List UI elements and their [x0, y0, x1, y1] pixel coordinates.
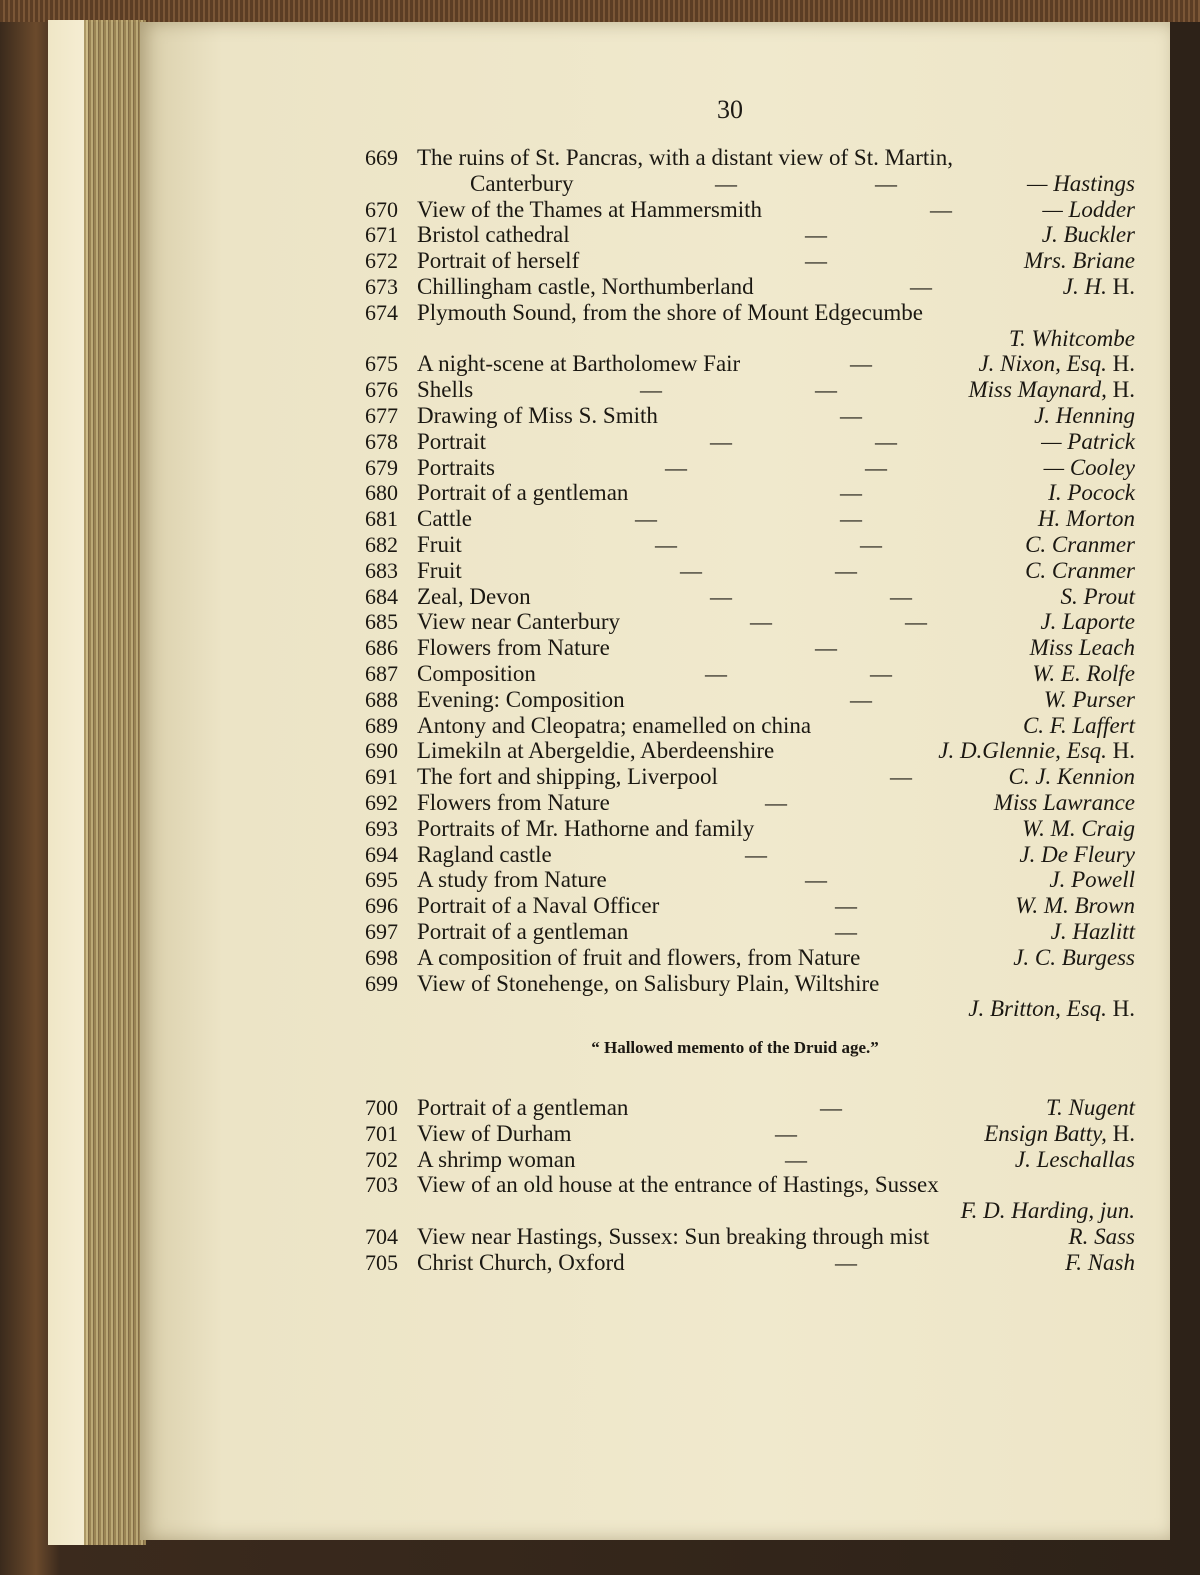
catalogue-entry [365, 790, 1140, 816]
entry-artist [1032, 661, 1135, 687]
entry-artist [1022, 816, 1135, 842]
entry-title: Cattle [417, 506, 472, 532]
entry-dash: — [805, 248, 827, 274]
entry-title: Fruit [417, 557, 462, 583]
entry-artist [978, 351, 1135, 377]
entry-artist [938, 738, 1135, 764]
entry-title: The fort and shipping, Liverpool [417, 764, 718, 790]
artist-name: J. De Fleury [1019, 841, 1135, 867]
entry-title: A night-scene at Bartholomew Fair [417, 351, 741, 377]
entry-title: Evening: Composition [417, 686, 625, 712]
artist-name: T. Whitcombe [1008, 325, 1135, 351]
entry-title: View of Durham [417, 1120, 572, 1146]
entry-number: 683 [365, 557, 398, 583]
entry-dash: — [745, 841, 767, 867]
entry-number: 702 [365, 1146, 398, 1172]
entry-artist [1048, 480, 1135, 506]
catalogue-entry [365, 506, 1140, 532]
entry-title: Portrait of a gentleman [417, 1095, 629, 1120]
artist-name: J. H. [1062, 273, 1107, 299]
artist-name: C. Cranmer [1025, 557, 1135, 583]
artist-name: — Patrick [1041, 428, 1135, 454]
entry-dash: — [785, 1146, 807, 1172]
catalogue-entry [365, 145, 1140, 171]
entry-artist [1009, 326, 1135, 352]
entry-dash: — [890, 583, 912, 609]
entry-dash: — [835, 918, 857, 944]
artist-name: — Hastings [1027, 170, 1135, 196]
entry-title: Chillingham castle, Northumberland [417, 273, 754, 299]
entry-dash: — [890, 764, 912, 790]
artist-name: Miss Leach [1029, 635, 1135, 661]
entry-artist [1023, 713, 1135, 739]
artist-name: J. Henning [1034, 402, 1135, 428]
catalogue-entry [365, 919, 1140, 945]
artist-name: H. Morton [1037, 506, 1135, 532]
entry-number: 693 [365, 815, 398, 841]
entry-artist [1044, 687, 1135, 713]
entry-title: Flowers from Nature [417, 789, 610, 815]
entry-dash: — [805, 222, 827, 248]
entry-number: 674 [365, 299, 398, 325]
entry-artist [1041, 429, 1135, 455]
entry-number: 695 [365, 867, 398, 893]
artist-name: Miss Maynard, [968, 377, 1107, 403]
book-cloth-cover [0, 0, 1200, 22]
page-edge-left [48, 20, 88, 1545]
entry-title: View near Canterbury [417, 609, 620, 635]
entry-title: The ruins of St. Pancras, with a distant view of St. Martin, [417, 145, 953, 170]
entry-dash: — [930, 196, 952, 222]
entry-dash: — [840, 506, 862, 532]
entry-title: Bristol cathedral [417, 222, 570, 248]
catalogue-entry [365, 377, 1140, 403]
entry-dash: — [865, 454, 887, 480]
entry-title: A composition of fruit and flowers, from Nature [417, 944, 861, 970]
entry-dash: — [835, 893, 857, 919]
entry-number: 692 [365, 789, 398, 815]
catalogue-entry [365, 713, 1140, 739]
catalogue-entry [365, 351, 1140, 377]
entry-title: View near Hastings, Sussex: Sun breaking through mist [417, 1223, 930, 1249]
catalogue-entry [365, 558, 1140, 584]
entry-number: 682 [365, 531, 398, 557]
entry-list-primary [365, 145, 1140, 1022]
entry-number: 673 [365, 273, 398, 299]
catalogue-entry [365, 1250, 1140, 1276]
entry-artist [1038, 506, 1135, 532]
entry-number: 669 [365, 145, 398, 170]
catalogue-entry [365, 893, 1140, 919]
artist-name: — Cooley [1043, 454, 1135, 480]
catalogue-entry [365, 1095, 1140, 1121]
artist-name: W. Purser [1043, 686, 1135, 712]
entry-number: 688 [365, 686, 398, 712]
entry-dash: — [710, 583, 732, 609]
entry-title: Shells [417, 377, 474, 403]
entry-number: 670 [365, 196, 398, 222]
catalogue-entry [365, 945, 1140, 971]
artist-suffix: H. [1106, 377, 1135, 403]
catalogue-entry [365, 248, 1140, 274]
catalogue-entry [365, 1121, 1140, 1147]
entry-title: Ragland castle [417, 841, 552, 867]
catalogue-entry [365, 996, 1140, 1022]
entry-title: Limekiln at Abergeldie, Aberdeenshire [417, 738, 775, 764]
entry-dash: — [840, 480, 862, 506]
entry-artist [1049, 867, 1135, 893]
entry-number: 691 [365, 764, 398, 790]
entry-number: 690 [365, 738, 398, 764]
entry-dash: — [665, 454, 687, 480]
entry-dash: — [910, 273, 932, 299]
entry-number: 684 [365, 583, 398, 609]
entry-number: 686 [365, 635, 398, 661]
entry-dash: — [680, 557, 702, 583]
catalogue-entry [365, 635, 1140, 661]
catalogue-entry [365, 455, 1140, 481]
entry-dash: — [850, 686, 872, 712]
catalogue-entry [365, 816, 1140, 842]
entry-number: 700 [365, 1095, 398, 1120]
catalogue-entry [365, 971, 1140, 997]
entry-artist [1069, 1224, 1135, 1250]
catalogue-entry [365, 171, 1140, 197]
entry-title: View of the Thames at Hammersmith [417, 196, 763, 222]
entry-artist [1060, 584, 1135, 610]
entry-artist [1025, 532, 1135, 558]
entry-title: Fruit [417, 531, 462, 557]
artist-name: Ensign Batty, [984, 1120, 1107, 1146]
entry-number: 677 [365, 402, 398, 428]
entry-dash: — [750, 609, 772, 635]
entry-artist [1025, 558, 1135, 584]
entry-title: Canterbury [470, 170, 574, 196]
entry-title: Antony and Cleopatra; enamelled on china [417, 712, 812, 738]
entry-dash: — [850, 351, 872, 377]
artist-name: J. Hazlitt [1050, 918, 1135, 944]
entry-number: 698 [365, 944, 398, 970]
entry-number: 694 [365, 841, 398, 867]
entry-artist [1013, 945, 1135, 971]
catalogue-entry [365, 661, 1140, 687]
entry-dash: — [710, 428, 732, 454]
entry-artist [1063, 274, 1135, 300]
entry-artist [1040, 609, 1135, 635]
entry-artist [984, 1121, 1135, 1147]
catalogue-entry [365, 197, 1140, 223]
entry-artist [1015, 1147, 1135, 1173]
entry-dash: — [835, 1249, 857, 1275]
artist-name: J. Britton, Esq. [968, 996, 1107, 1022]
entry-dash: — [815, 377, 837, 403]
entry-title: Zeal, Devon [417, 583, 531, 609]
entry-artist [1024, 248, 1135, 274]
entry-artist [1009, 764, 1136, 790]
entry-number: 703 [365, 1172, 398, 1198]
entry-artist [1019, 842, 1135, 868]
entry-dash: — [640, 377, 662, 403]
entry-artist [1042, 197, 1135, 223]
artist-suffix: H. [1106, 1120, 1135, 1146]
entry-dash: — [835, 557, 857, 583]
page-number: 30 [717, 95, 743, 124]
entry-number: 681 [365, 506, 398, 532]
catalogue-entry [365, 1172, 1140, 1198]
entry-dash: — [705, 660, 727, 686]
entry-dash: — [875, 428, 897, 454]
catalogue-entry [365, 1198, 1140, 1224]
entry-number: 685 [365, 609, 398, 635]
entry-number: 675 [365, 351, 398, 377]
entry-title: Portrait of a gentleman [417, 480, 629, 506]
entry-number: 704 [365, 1223, 398, 1249]
entry-title: View of Stonehenge, on Salisbury Plain, Wiltshire [417, 970, 880, 996]
entry-title: Flowers from Nature [417, 635, 610, 661]
artist-name: C. F. Laffert [1022, 712, 1135, 738]
entry-artist [1015, 893, 1135, 919]
artist-name: — Lodder [1042, 196, 1135, 222]
entry-dash: — [765, 789, 787, 815]
artist-suffix: H. [1106, 351, 1135, 377]
entry-dash: — [840, 402, 862, 428]
entry-number: 680 [365, 480, 398, 506]
entry-artist [1051, 919, 1135, 945]
artist-name: R. Sass [1068, 1223, 1135, 1249]
entry-number: 705 [365, 1249, 398, 1275]
catalogue-entry [365, 1147, 1140, 1173]
entry-dash: — [655, 531, 677, 557]
catalogue-entry [365, 1224, 1140, 1250]
entry-title: Portraits of Mr. Hathorne and family [417, 815, 755, 841]
entry-list-secondary [365, 1095, 1140, 1276]
entry-dash: — [775, 1120, 797, 1146]
entry-dash: — [860, 531, 882, 557]
entry-number: 676 [365, 377, 398, 403]
entry-dash: — [875, 170, 897, 196]
artist-name: I. Pocock [1048, 480, 1135, 506]
entry-title: A study from Nature [417, 867, 607, 893]
stonehenge-quote: “ Hallowed memento of the Druid age.” [591, 1038, 879, 1057]
artist-name: Mrs. Briane [1023, 248, 1135, 274]
artist-name: J. D.Glennie, Esq. [938, 738, 1107, 764]
artist-suffix: H. [1106, 738, 1135, 764]
entry-dash: — [635, 506, 657, 532]
artist-name: J. Laporte [1040, 609, 1135, 635]
entry-title: Composition [417, 660, 536, 686]
artist-name: F. D. Harding, jun. [960, 1198, 1135, 1224]
entry-dash: — [905, 609, 927, 635]
entry-number: 701 [365, 1120, 398, 1146]
catalogue-entry [365, 274, 1140, 300]
catalogue-entry [365, 867, 1140, 893]
entry-title: Portraits [417, 454, 495, 480]
entry-artist [994, 790, 1135, 816]
catalogue-entry [365, 429, 1140, 455]
entry-artist [1030, 635, 1135, 661]
entry-dash: — [715, 170, 737, 196]
entry-title: Portrait of herself [417, 248, 580, 274]
entry-number: 678 [365, 428, 398, 454]
catalogue-entry [365, 584, 1140, 610]
catalogue-entry [365, 764, 1140, 790]
entry-number: 672 [365, 248, 398, 274]
entry-artist [968, 996, 1135, 1022]
artist-name: W. M. Craig [1022, 815, 1135, 841]
entry-title: View of an old house at the entrance of Hastings, Sussex [417, 1172, 939, 1198]
catalogue-entry [365, 403, 1140, 429]
entry-artist [1027, 171, 1135, 197]
artist-name: J. C. Burgess [1013, 944, 1135, 970]
entry-artist [1046, 1095, 1135, 1121]
entry-artist [1034, 403, 1135, 429]
entry-number: 671 [365, 222, 398, 248]
artist-name: C. J. Kennion [1008, 764, 1135, 790]
entry-title: Portrait [417, 428, 486, 454]
catalogue-entry [365, 480, 1140, 506]
catalogue-entry [365, 326, 1140, 352]
entry-artist [1042, 222, 1135, 248]
catalogue-entries [365, 145, 1140, 1275]
catalogue-entry [365, 609, 1140, 635]
entry-dash: — [805, 867, 827, 893]
artist-name: T. Nugent [1045, 1095, 1135, 1120]
artist-name: Miss Lawrance [993, 789, 1135, 815]
entry-artist [1065, 1250, 1135, 1276]
entry-number: 697 [365, 918, 398, 944]
entry-number: 679 [365, 454, 398, 480]
entry-dash: — [815, 635, 837, 661]
artist-name: C. Cranmer [1025, 531, 1135, 557]
entry-number: 696 [365, 893, 398, 919]
artist-name: W. M. Brown [1015, 893, 1135, 919]
entry-title: Plymouth Sound, from the shore of Mount Edgecumbe [417, 299, 923, 325]
catalogue-entry [365, 300, 1140, 326]
entry-title: Drawing of Miss S. Smith [417, 402, 658, 428]
catalogue-entry [365, 842, 1140, 868]
catalogue-entry [365, 738, 1140, 764]
entry-title: Portrait of a Naval Officer [417, 893, 660, 919]
catalogue-entry [365, 222, 1140, 248]
entry-artist [968, 377, 1135, 403]
artist-name: J. Powell [1049, 867, 1135, 893]
entry-title: Portrait of a gentleman [417, 918, 629, 944]
book-gutter [84, 20, 146, 1545]
entry-title: A shrimp woman [417, 1146, 576, 1172]
entry-dash: — [870, 660, 892, 686]
artist-name: W. E. Rolfe [1032, 660, 1135, 686]
entry-artist [1044, 455, 1135, 481]
entry-artist [961, 1198, 1135, 1224]
artist-name: J. Leschallas [1014, 1146, 1135, 1172]
entry-number: 689 [365, 712, 398, 738]
artist-name: J. Nixon, Esq. [978, 351, 1107, 377]
artist-name: F. Nash [1065, 1249, 1135, 1275]
entry-number: 687 [365, 660, 398, 686]
artist-suffix: H. [1106, 996, 1135, 1022]
entry-dash: — [820, 1095, 842, 1120]
artist-suffix: H. [1106, 273, 1135, 299]
artist-name: J. Buckler [1041, 222, 1135, 248]
entry-number: 699 [365, 970, 398, 996]
catalogue-entry [365, 687, 1140, 713]
artist-name: S. Prout [1060, 583, 1135, 609]
entry-title: Christ Church, Oxford [417, 1249, 625, 1275]
catalogue-entry [365, 532, 1140, 558]
